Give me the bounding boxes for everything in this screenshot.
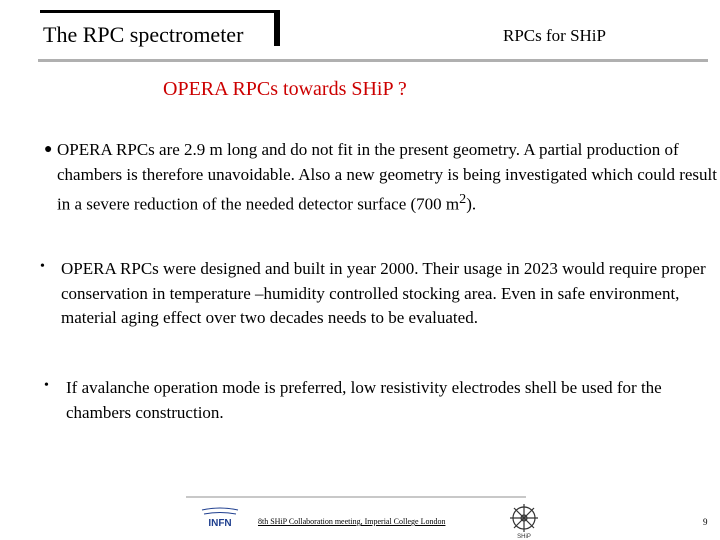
bullet-3-text: If avalanche operation mode is preferred, low resistivity electrodes shell be used for the chambers construction. [66,378,662,422]
slide-title: OPERA RPCs towards SHiP ? [163,78,407,100]
bullet-3-dot: • [44,378,49,393]
bullet-2-dot: • [40,259,45,274]
svg-text:SHiP: SHiP [517,534,531,540]
header-divider [38,59,708,62]
header-subtitle: RPCs for SHiP [503,26,606,45]
infn-logo-icon [198,506,242,536]
bullet-2-text: OPERA RPCs were designed and built in year 2000. Their usage in 2023 would require proper conservation in temperature –humidity controlled stocking area. Even in safe environment, material aging effect over two decades needs to be evaluated. [61,259,706,327]
bullet-1-text [57,138,717,217]
footer-meeting-link[interactable]: 8th SHiP Collaboration meeting, Imperial College London [258,517,446,526]
footer-divider [186,496,526,498]
header-title: The RPC spectrometer [43,22,244,47]
svg-text:INFN: INFN [208,518,232,529]
ship-logo-icon [504,502,544,540]
bullet-1-body: OPERA RPCs are 2.9 m long and do not fit in the present geometry. A partial production of chambers is therefore unavoidable. Also a new geometry is being investigated which could result in a severe reduction of the needed detector surface (700 m [57,140,717,214]
bullet-1-dot: ● [44,142,53,157]
bullet-1-tail: ). [466,194,477,214]
page-number: 9 [703,517,708,527]
bullet-1-superscript: 2 [459,191,467,207]
